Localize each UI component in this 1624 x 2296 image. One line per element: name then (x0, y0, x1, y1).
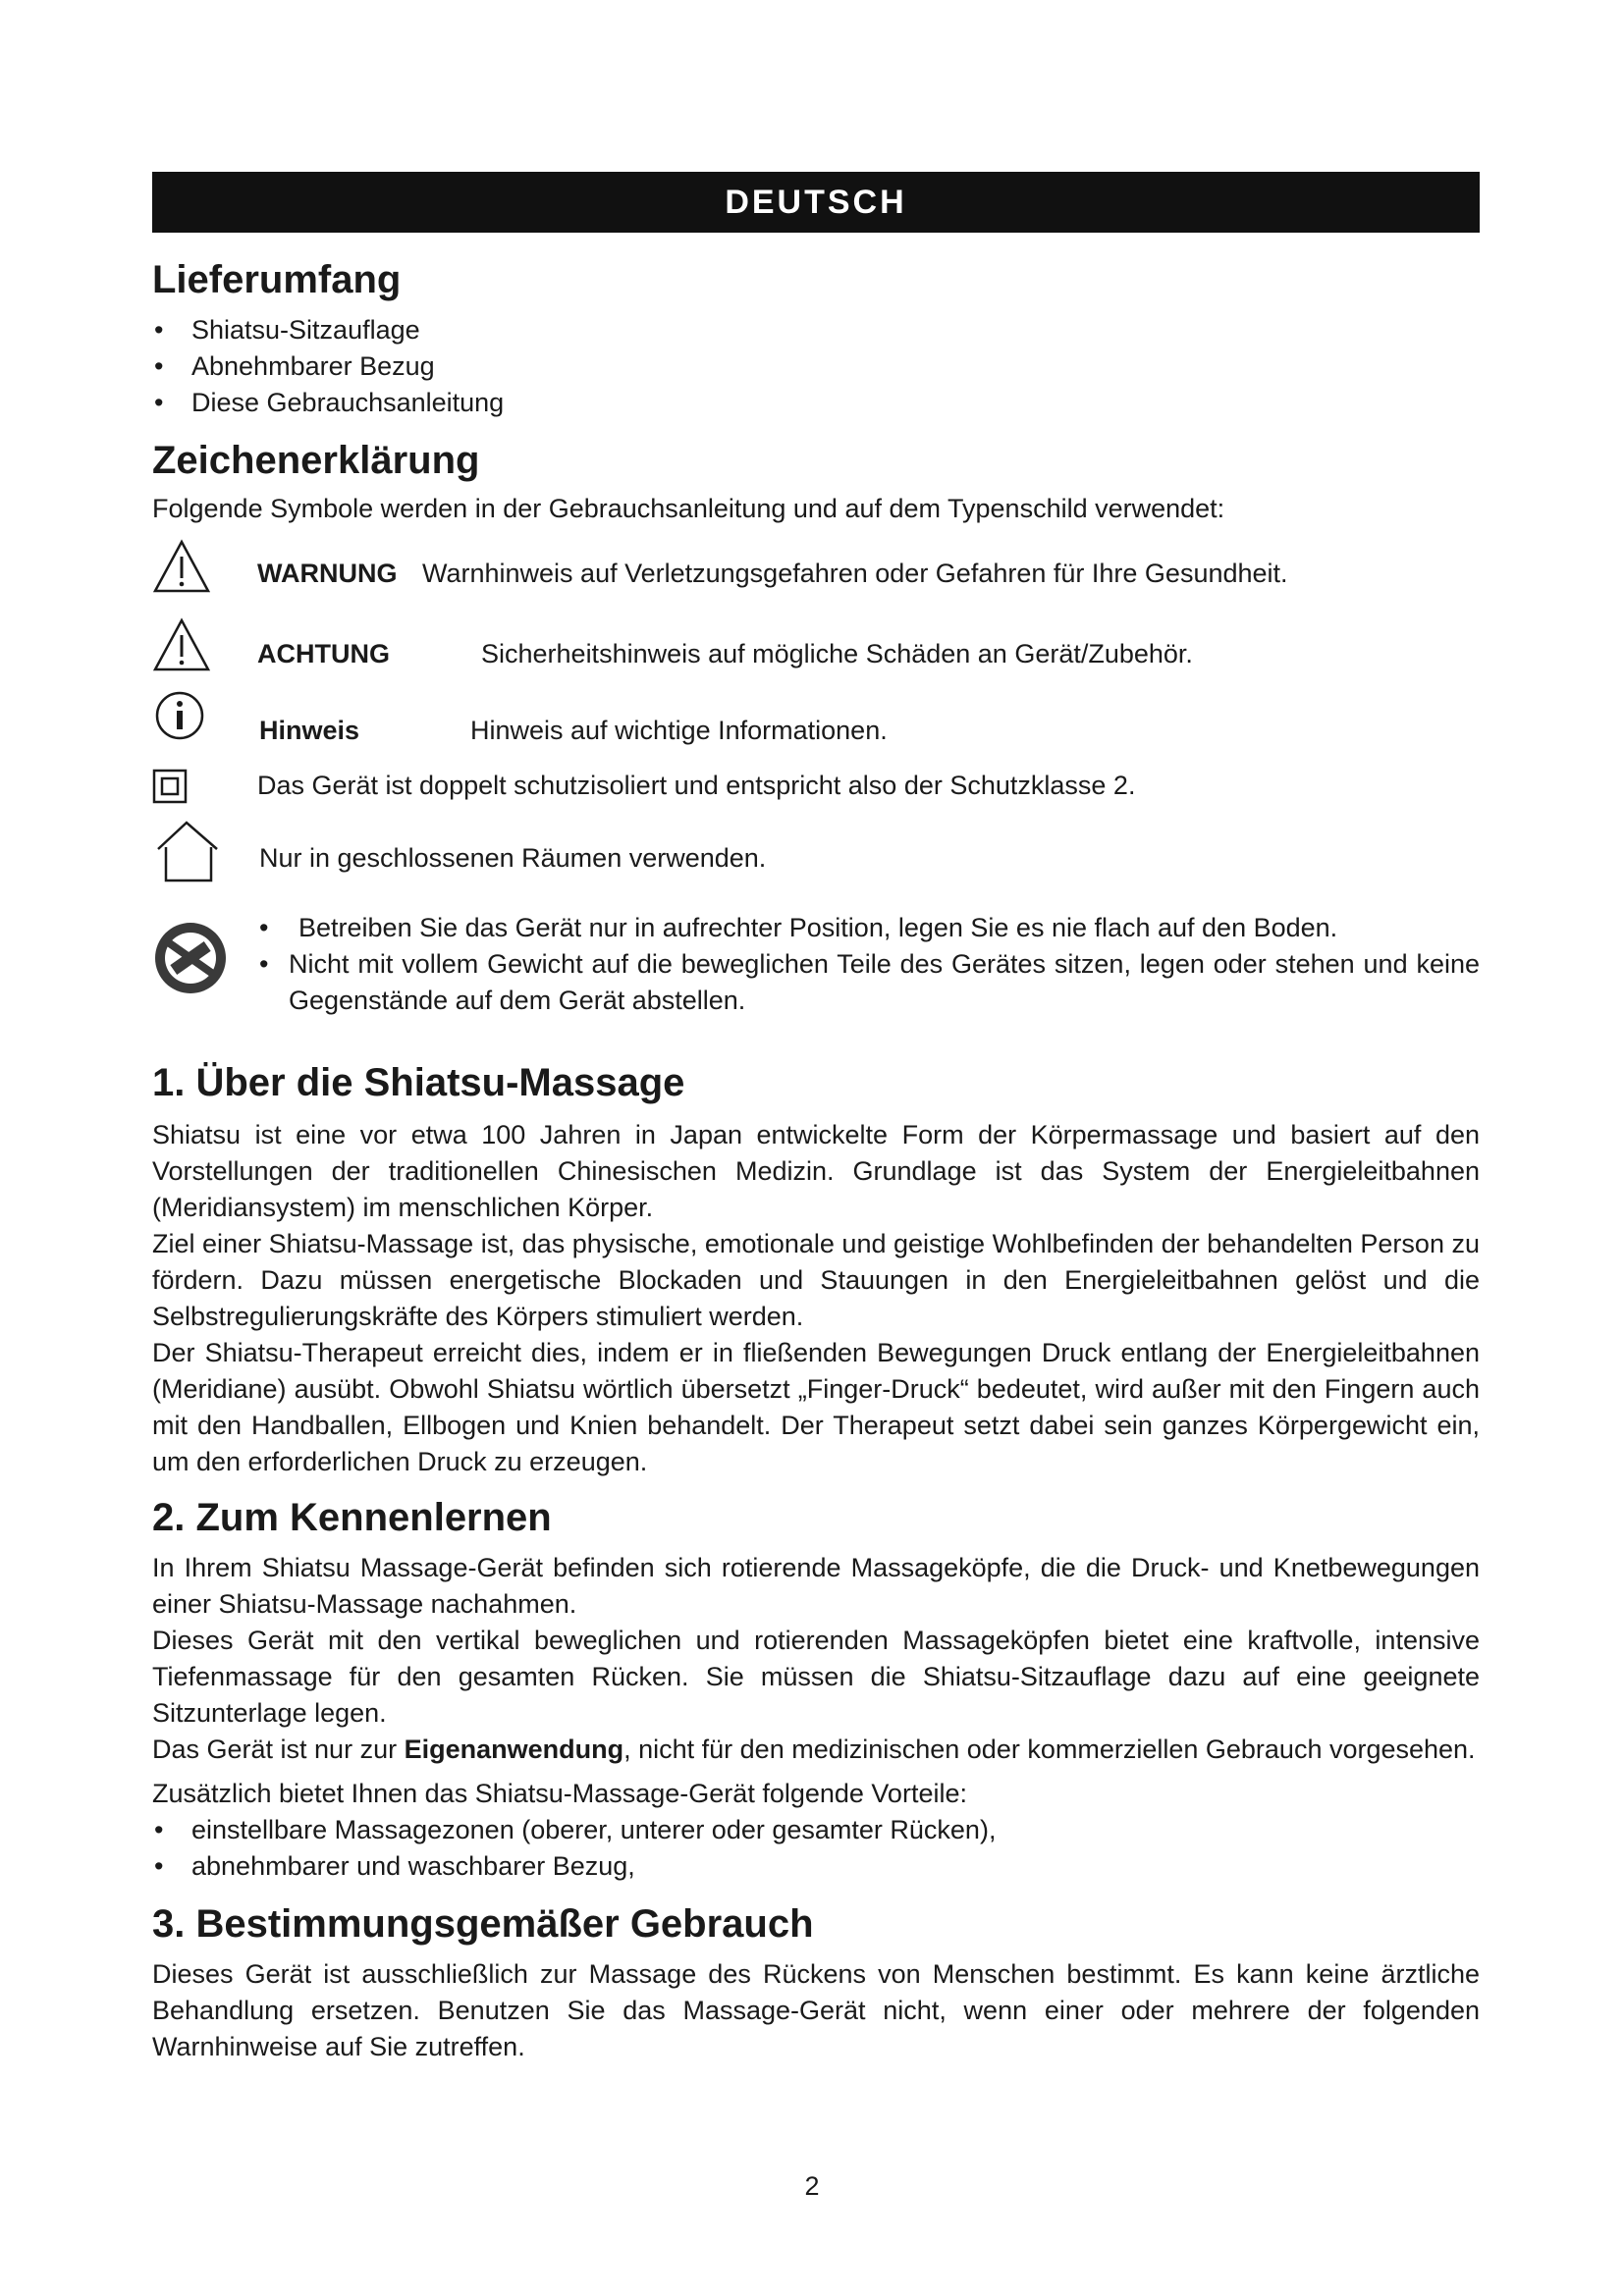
prohibition-icon (152, 920, 229, 996)
symbol-row-warnung (152, 545, 1480, 602)
list-item: • Nicht mit vollem Gewicht auf die beweglichen Teile des Gerätes sitzen, legen oder stehen und keine Gegenstände auf dem Gerät abstellen. (257, 946, 1480, 1019)
warning-triangle-icon (152, 539, 211, 594)
section3-heading: 3. Bestimmungsgemäßer Gebrauch (152, 1902, 814, 1946)
list-item: • einstellbare Massagezonen (oberer, unterer oder gesamter Rücken), (152, 1812, 1480, 1848)
hinweis-text: Hinweis auf wichtige Informationen. (470, 716, 888, 745)
section1-body (152, 1117, 1480, 1480)
paragraph: Der Shiatsu-Therapeut erreicht dies, indem er in fließenden Bewegungen Druck entlang der Energieleitbahnen (Meridiane) ausübt. Obwohl Shiatsu wörtlich übersetzt „Finger-Druck“ bedeutet, wird außer mit den Fingern auch mit den Handballen, Ellbogen und Knien behandelt. Der Therapeut setzt dabei sein ganzes Körpergewicht ein, um den erforderlichen Druck zu erzeugen. (152, 1338, 1480, 1476)
house-icon (156, 820, 221, 884)
schutzklasse-text: Das Gerät ist doppelt schutzisoliert und entspricht also der Schutzklasse 2. (257, 771, 1136, 800)
innenraum-text: Nur in geschlossenen Räumen verwenden. (259, 843, 767, 873)
warnung-label: WARNUNG (257, 559, 398, 588)
zeichen-intro: Folgende Symbole werden in der Gebrauchsanleitung und auf dem Typenschild verwendet: (152, 494, 1225, 523)
page-number: 2 (804, 2171, 820, 2201)
paragraph: Ziel einer Shiatsu-Massage ist, das physische, emotionale und geistige Wohlbefinden der behandelten Person zu fördern. Dazu müssen energetische Blockaden und Stauungen in den Energieleitbahnen gelöst und die Selbstregulierungskräfte des Körpers stimuliert werden. (152, 1229, 1480, 1331)
manual-page (152, 172, 1480, 2065)
symbol-row-verbot (152, 910, 1480, 1018)
achtung-text: Sicherheitshinweis auf mögliche Schäden an Gerät/Zubehör. (481, 639, 1193, 668)
paragraph: Dieses Gerät mit den vertikal beweglichen und rotierenden Massageköpfen bietet eine kraftvolle, intensive Tiefenmassage für den gesamten Rücken. Sie müssen die Shiatsu-Sitzauflage dazu auf eine geeignete Sitzunterlage legen. (152, 1626, 1480, 1728)
zeichen-heading: Zeichenerklärung (152, 439, 480, 482)
verbot-list (257, 910, 1480, 1019)
usage-paragraph (152, 1732, 1480, 1768)
list-item: • abnehmbarer und waschbarer Bezug, (152, 1848, 1480, 1885)
lieferumfang-heading: Lieferumfang (152, 258, 402, 301)
section2-body (152, 1550, 1480, 1885)
achtung-label: ACHTUNG (257, 639, 390, 668)
list-item: • Diese Gebrauchsanleitung (152, 385, 1480, 421)
usage-suffix: , nicht für den medizinischen oder kommerziellen Gebrauch vorgesehen. (623, 1735, 1476, 1764)
usage-emphasis: Eigenanwendung (404, 1735, 624, 1764)
double-insulation-icon (152, 769, 188, 804)
list-item: • Abnehmbarer Bezug (152, 348, 1480, 385)
list-item: • Betreiben Sie das Gerät nur in aufrechter Position, legen Sie es nie flach auf den Boden. (257, 910, 1480, 946)
section1-heading: 1. Über die Shiatsu-Massage (152, 1061, 685, 1104)
warning-triangle-icon (152, 617, 211, 672)
symbol-row-schutzklasse (152, 765, 1480, 820)
hinweis-label: Hinweis (259, 716, 360, 745)
symbol-row-hinweis (152, 694, 1480, 757)
paragraph: In Ihrem Shiatsu Massage-Gerät befinden sich rotierende Massageköpfe, die die Druck- und Knetbewegungen einer Shiatsu-Massage nachahmen. (152, 1553, 1480, 1619)
info-icon (154, 690, 205, 741)
usage-prefix: Das Gerät ist nur zur (152, 1735, 405, 1764)
advantages-intro: Zusätzlich bietet Ihnen das Shiatsu-Massage-Gerät folgende Vorteile: (152, 1779, 967, 1808)
advantages-list (152, 1812, 1480, 1885)
language-banner: DEUTSCH (152, 172, 1480, 233)
warnung-text: Warnhinweis auf Verletzungsgefahren oder Gefahren für Ihre Gesundheit. (422, 559, 1288, 588)
section2-heading: 2. Zum Kennenlernen (152, 1496, 552, 1539)
paragraph: Shiatsu ist eine vor etwa 100 Jahren in Japan entwickelte Form der Körpermassage und basiert auf den Vorstellungen der traditionellen Chinesischen Medizin. Grundlage ist das System der Energieleitbahnen (Meridiansystem) im menschlichen Körper. (152, 1120, 1480, 1222)
list-item: • Shiatsu-Sitzauflage (152, 312, 1480, 348)
symbol-row-innenraum (152, 828, 1480, 898)
section3-paragraph: Dieses Gerät ist ausschließlich zur Massage des Rückens von Menschen bestimmt. Es kann keine ärztliche Behandlung ersetzen. Benutzen Sie das Massage-Gerät nicht, wenn einer oder mehrere der folgenden Warnhinweise auf Sie zutreffen. (152, 1959, 1480, 2061)
lieferumfang-list (152, 312, 1480, 421)
symbol-row-achtung (152, 614, 1480, 684)
